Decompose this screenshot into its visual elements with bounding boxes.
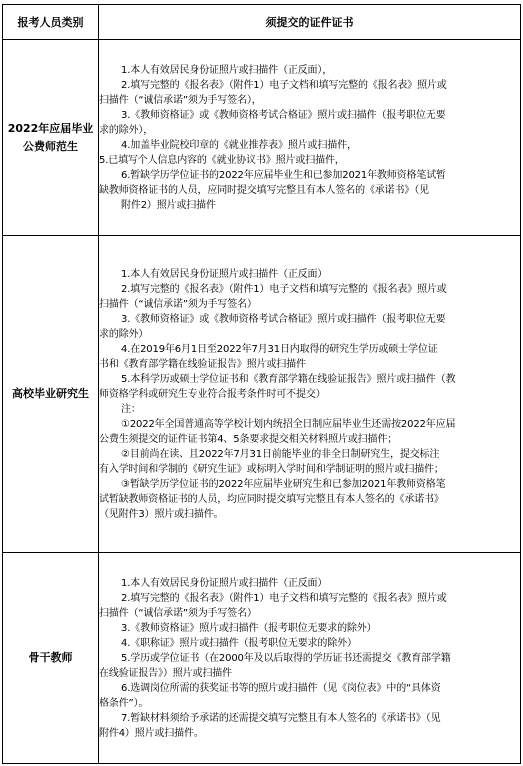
category-cell: 高校毕业研究生 bbox=[3, 236, 99, 553]
document-line: 注： bbox=[121, 403, 141, 415]
document-line: 求的除外）， bbox=[99, 124, 154, 136]
documents-cell bbox=[99, 40, 521, 236]
table-row bbox=[3, 40, 521, 236]
document-line: 5.学历或学位证书（在2000年及以后取得的学历证书还需提交《教育部学籍 bbox=[121, 652, 451, 664]
document-line: 6.暂缺学历学位证书的2022年应届毕业生和已参加2021年教师资格笔试暂 bbox=[121, 169, 446, 181]
document-line: 4.加盖毕业院校印章的《就业推荐表》照片或扫描件， bbox=[121, 139, 357, 151]
document-line: 师资格学科或研究生专业符合报考条件时可不提交） bbox=[99, 388, 326, 400]
document-line: 试暂缺教师资格证书的人员，均应同时提交填写完整且有本人签名的《承诺书》 bbox=[99, 493, 444, 505]
table-row bbox=[3, 553, 521, 764]
document-line: 格条件”）。 bbox=[99, 697, 149, 709]
document-line: 2.填写完整的《报名表》（附件1）电子文档和填写完整的《报名表》照片或 bbox=[121, 79, 447, 91]
document-line: 1.本人有效居民身份证照片或扫描件（正反面） bbox=[121, 577, 328, 589]
document-line: 5.已填写个人信息内容的《就业协议书》照片或扫描件， bbox=[99, 154, 345, 166]
document-line: ①2022年全国普通高等学校计划内统招全日制应届毕业生还需按2022年应届 bbox=[121, 418, 456, 430]
document-line: ③暂缺学历学位证书的2022年应届毕业研究生和已参加2021年教师资格笔 bbox=[121, 478, 446, 490]
header-documents: 须提交的证件证书 bbox=[99, 5, 521, 40]
document-line: 4.在2019年6月1日至2022年7月31日内取得的研究生学历或硕士学位证 bbox=[121, 343, 438, 355]
document-line: 1.本人有效居民身份证照片或扫描件（正反面） bbox=[121, 268, 328, 280]
category-cell: 骨干教师 bbox=[3, 553, 99, 764]
table-row bbox=[3, 236, 521, 553]
document-line: 扫描件（“诚信承诺”须为手写签名）， bbox=[99, 94, 262, 106]
document-line: 求的除外） bbox=[99, 328, 149, 340]
document-line: 书和《教育部学籍在线验证报告》照片或扫描件 bbox=[99, 358, 306, 370]
document-line: 扫描件（“诚信承诺”须为手写签名） bbox=[99, 298, 257, 310]
table-body bbox=[3, 40, 521, 764]
document-line: 缺教师资格证书的人员，应同时提交填写完整且有本人签名的《承诺书》（见 bbox=[99, 184, 429, 196]
document-line: 附件2）照片或扫描件 bbox=[121, 199, 216, 211]
document-line: 7.暂缺材料须给予承诺的还需提交填写完整且有本人签名的《承诺书》（见 bbox=[121, 712, 441, 724]
document-line: 6.选调岗位所需的获奖证书等的照片或扫描件（见《岗位表》中的“具体资 bbox=[121, 682, 441, 694]
document-line: 3.《教师资格证》或《教师资格考试合格证》照片或扫描件（报考职位无要 bbox=[121, 313, 446, 325]
document-line: 1.本人有效居民身份证照片或扫描件（正反面）， bbox=[121, 64, 333, 76]
document-line: 2.填写完整的《报名表》（附件1）电子文档和填写完整的《报名表》照片或 bbox=[121, 592, 447, 604]
header-category: 报考人员类别 bbox=[3, 5, 99, 40]
document-line: 5.本科学历或硕士学位证书和《教育部学籍在线验证报告》照片或扫描件（教 bbox=[121, 373, 456, 385]
document-line: 公费生须提交的证件证书第4、5条要求提交相关材料照片或扫描件； bbox=[99, 433, 398, 445]
category-cell: 2022年应届毕业公费师范生 bbox=[3, 40, 99, 236]
document-line: 在线验证报告》）照片或扫描件 bbox=[99, 667, 232, 679]
document-line: 3.《教师资格证》或《教师资格考试合格证》照片或扫描件（报考职位无要 bbox=[121, 109, 446, 121]
document-line: ②目前尚在读、且2022年7月31日前能毕业的非全日制研究生，提交标注 bbox=[121, 448, 440, 460]
document-line: 扫描件（“诚信承诺”须为手写签名） bbox=[99, 607, 257, 619]
document-line: 附件4）照片或扫描件。 bbox=[99, 727, 204, 739]
documents-cell bbox=[99, 553, 521, 764]
table-header-row bbox=[3, 5, 521, 40]
requirements-table bbox=[2, 4, 521, 764]
document-line: 3.《教师资格证》照片或扫描件（报考职位无要求的除外） bbox=[121, 622, 377, 634]
document-line: 2.填写完整的《报名表》（附件1）电子文档和填写完整的《报名表》照片或 bbox=[121, 283, 447, 295]
documents-cell bbox=[99, 236, 521, 553]
document-line: （见附件3）照片或扫描件。 bbox=[99, 508, 224, 520]
document-line: 有入学时间和学制的《研究生证》或标明入学时间和学制证明的照片或扫描件； bbox=[99, 463, 444, 475]
document-line: 4.《职称证》照片或扫描件（报考职位无要求的除外） bbox=[121, 637, 357, 649]
